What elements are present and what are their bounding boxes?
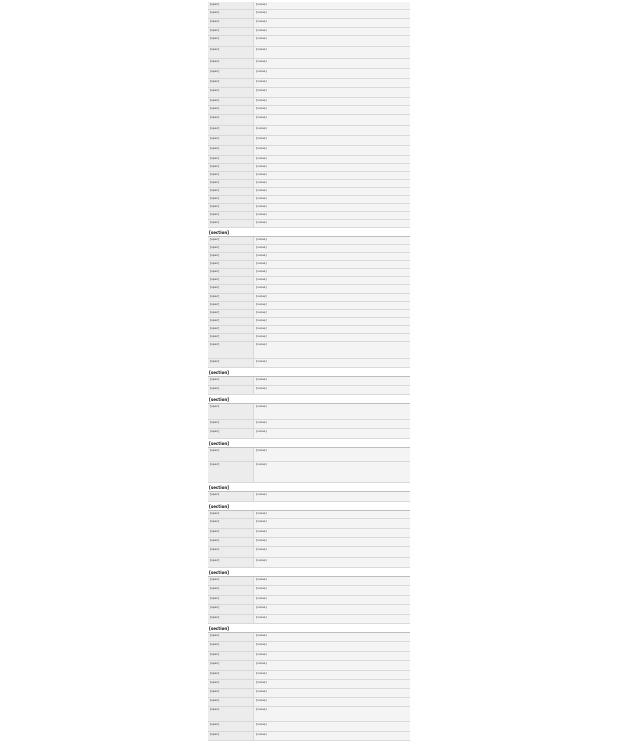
spec-row — [208, 261, 410, 269]
spec-label: [spec] — [208, 59, 254, 68]
spec-value: [value] — [256, 277, 267, 281]
spec-row — [208, 136, 410, 146]
spec-row — [208, 196, 410, 204]
spec-value: [value] — [256, 285, 267, 289]
spec-row — [208, 146, 410, 156]
spec-value: [value] — [256, 689, 267, 693]
spec-label: [spec] — [208, 420, 254, 428]
spec-label: [spec] — [208, 633, 254, 641]
section-header: [section] — [208, 502, 410, 511]
spec-label: [spec] — [208, 586, 254, 595]
spec-row — [208, 586, 410, 596]
spec-row — [208, 318, 410, 326]
spec-row — [208, 326, 410, 334]
spec-value: [value] — [256, 245, 267, 249]
spec-value: [value] — [256, 269, 267, 273]
spec-value: [value] — [256, 420, 267, 424]
spec-label: [spec] — [208, 529, 254, 537]
spec-row — [208, 511, 410, 519]
spec-value: [value] — [256, 79, 267, 83]
spec-label: [spec] — [208, 326, 254, 333]
spec-value: [value] — [256, 47, 267, 51]
spec-label: [spec] — [208, 277, 254, 284]
spec-row — [208, 596, 410, 605]
spec-row — [208, 164, 410, 172]
spec-row — [208, 285, 410, 294]
spec-value: [value] — [256, 661, 267, 665]
spec-label: [spec] — [208, 661, 254, 670]
spec-value: [value] — [256, 404, 267, 408]
spec-sheet — [208, 2, 410, 741]
spec-row — [208, 698, 410, 707]
spec-label: [spec] — [208, 79, 254, 87]
spec-value: [value] — [256, 10, 267, 14]
spec-label: [spec] — [208, 196, 254, 203]
spec-value: [value] — [256, 671, 267, 675]
spec-value: [value] — [256, 98, 267, 102]
spec-row — [208, 689, 410, 698]
spec-row — [208, 538, 410, 547]
spec-label: [spec] — [208, 342, 254, 358]
spec-row — [208, 707, 410, 722]
spec-label: [spec] — [208, 642, 254, 651]
spec-label: [spec] — [208, 237, 254, 244]
spec-label: [spec] — [208, 212, 254, 219]
spec-value: [value] — [256, 59, 267, 63]
spec-value: [value] — [256, 36, 267, 40]
spec-row — [208, 661, 410, 671]
spec-value: [value] — [256, 302, 267, 306]
spec-value: [value] — [256, 511, 267, 515]
spec-label: [spec] — [208, 28, 254, 35]
spec-row — [208, 212, 410, 220]
spec-row — [208, 605, 410, 615]
spec-row — [208, 204, 410, 212]
spec-value: [value] — [256, 196, 267, 200]
spec-label: [spec] — [208, 285, 254, 293]
spec-row — [208, 277, 410, 285]
spec-value: [value] — [256, 156, 267, 160]
spec-label: [spec] — [208, 558, 254, 567]
spec-row — [208, 342, 410, 359]
spec-row — [208, 126, 410, 136]
spec-label: [spec] — [208, 448, 254, 461]
section-header: [section] — [208, 483, 410, 492]
spec-value: [value] — [256, 106, 267, 110]
spec-row — [208, 10, 410, 19]
spec-row — [208, 180, 410, 188]
spec-value: [value] — [256, 126, 267, 130]
spec-label: [spec] — [208, 106, 254, 114]
spec-label: [spec] — [208, 204, 254, 211]
spec-label: [spec] — [208, 615, 254, 623]
spec-row — [208, 462, 410, 483]
spec-row — [208, 404, 410, 420]
spec-row — [208, 106, 410, 115]
spec-label: [spec] — [208, 519, 254, 528]
spec-label: [spec] — [208, 69, 254, 78]
spec-label: [spec] — [208, 156, 254, 163]
spec-row — [208, 36, 410, 47]
spec-value: [value] — [256, 707, 267, 711]
spec-value: [value] — [256, 115, 267, 119]
spec-label: [spec] — [208, 547, 254, 557]
spec-label: [spec] — [208, 334, 254, 341]
spec-row — [208, 59, 410, 69]
spec-label: [spec] — [208, 47, 254, 58]
spec-value: [value] — [256, 88, 267, 92]
spec-label: [spec] — [208, 164, 254, 171]
spec-label: [spec] — [208, 377, 254, 385]
spec-label: [spec] — [208, 511, 254, 518]
spec-value: [value] — [256, 294, 267, 298]
spec-value: [value] — [256, 69, 267, 73]
spec-value: [value] — [256, 596, 267, 600]
spec-row — [208, 47, 410, 59]
spec-label: [spec] — [208, 261, 254, 268]
spec-value: [value] — [256, 605, 267, 609]
spec-value: [value] — [256, 318, 267, 322]
spec-row — [208, 377, 410, 386]
spec-label: [spec] — [208, 318, 254, 325]
section-header: [section] — [208, 228, 410, 237]
spec-row — [208, 310, 410, 318]
spec-value: [value] — [256, 220, 267, 224]
section-header: [section] — [208, 395, 410, 404]
spec-row — [208, 386, 410, 395]
spec-value: [value] — [256, 529, 267, 533]
spec-label: [spec] — [208, 462, 254, 482]
spec-row — [208, 79, 410, 88]
spec-value: [value] — [256, 615, 267, 619]
spec-label: [spec] — [208, 136, 254, 145]
spec-row — [208, 172, 410, 180]
spec-label: [spec] — [208, 188, 254, 195]
spec-value: [value] — [256, 19, 267, 23]
spec-label: [spec] — [208, 310, 254, 317]
spec-label: [spec] — [208, 2, 254, 9]
spec-label: [spec] — [208, 386, 254, 394]
spec-row — [208, 429, 410, 439]
spec-value: [value] — [256, 359, 267, 363]
spec-row — [208, 492, 410, 502]
spec-value: [value] — [256, 212, 267, 216]
spec-label: [spec] — [208, 180, 254, 187]
spec-row — [208, 732, 410, 741]
spec-value: [value] — [256, 577, 267, 581]
spec-label: [spec] — [208, 680, 254, 688]
spec-value: [value] — [256, 547, 267, 551]
spec-value: [value] — [256, 188, 267, 192]
spec-label: [spec] — [208, 492, 254, 501]
section-header: [section] — [208, 624, 410, 633]
spec-label: [spec] — [208, 126, 254, 135]
spec-label: [spec] — [208, 359, 254, 367]
spec-label: [spec] — [208, 220, 254, 227]
spec-row — [208, 359, 410, 368]
spec-value: [value] — [256, 326, 267, 330]
spec-label: [spec] — [208, 146, 254, 155]
spec-label: [spec] — [208, 88, 254, 97]
spec-row — [208, 245, 410, 253]
spec-value: [value] — [256, 722, 267, 726]
spec-value: [value] — [256, 334, 267, 338]
spec-value: [value] — [256, 448, 267, 452]
spec-value: [value] — [256, 732, 267, 736]
spec-row — [208, 529, 410, 538]
spec-row — [208, 577, 410, 586]
spec-label: [spec] — [208, 707, 254, 721]
spec-value: [value] — [256, 136, 267, 140]
spec-value: [value] — [256, 237, 267, 241]
spec-label: [spec] — [208, 732, 254, 740]
spec-label: [spec] — [208, 605, 254, 614]
spec-label: [spec] — [208, 698, 254, 706]
spec-label: [spec] — [208, 98, 254, 105]
spec-row — [208, 28, 410, 36]
spec-row — [208, 2, 410, 10]
spec-label: [spec] — [208, 253, 254, 260]
spec-value: [value] — [256, 164, 267, 168]
spec-row — [208, 680, 410, 689]
spec-label: [spec] — [208, 294, 254, 301]
spec-row — [208, 156, 410, 164]
section-header: [section] — [208, 439, 410, 448]
spec-label: [spec] — [208, 115, 254, 125]
spec-label: [spec] — [208, 722, 254, 731]
spec-label: [spec] — [208, 19, 254, 27]
spec-label: [spec] — [208, 172, 254, 179]
spec-row — [208, 69, 410, 79]
spec-row — [208, 334, 410, 342]
section-header: [section] — [208, 568, 410, 577]
spec-row — [208, 88, 410, 98]
spec-value: [value] — [256, 28, 267, 32]
spec-label: [spec] — [208, 538, 254, 546]
spec-value: [value] — [256, 558, 267, 562]
spec-row — [208, 642, 410, 652]
spec-value: [value] — [256, 204, 267, 208]
spec-row — [208, 519, 410, 529]
spec-row — [208, 115, 410, 126]
spec-label: [spec] — [208, 652, 254, 660]
spec-row — [208, 633, 410, 642]
spec-value: [value] — [256, 2, 267, 6]
spec-value: [value] — [256, 180, 267, 184]
spec-value: [value] — [256, 652, 267, 656]
spec-row — [208, 294, 410, 302]
spec-label: [spec] — [208, 689, 254, 697]
spec-label: [spec] — [208, 429, 254, 438]
spec-label: [spec] — [208, 671, 254, 679]
spec-label: [spec] — [208, 10, 254, 18]
spec-row — [208, 98, 410, 106]
spec-value: [value] — [256, 146, 267, 150]
spec-value: [value] — [256, 680, 267, 684]
spec-label: [spec] — [208, 36, 254, 46]
spec-value: [value] — [256, 492, 267, 496]
spec-row — [208, 448, 410, 462]
section-header: [section] — [208, 368, 410, 377]
spec-row — [208, 420, 410, 429]
spec-row — [208, 220, 410, 228]
spec-value: [value] — [256, 377, 267, 381]
spec-row — [208, 671, 410, 680]
spec-row — [208, 237, 410, 245]
spec-value: [value] — [256, 633, 267, 637]
spec-row — [208, 558, 410, 568]
spec-value: [value] — [256, 386, 267, 390]
spec-value: [value] — [256, 429, 267, 433]
spec-value: [value] — [256, 342, 267, 346]
spec-value: [value] — [256, 261, 267, 265]
spec-value: [value] — [256, 253, 267, 257]
spec-value: [value] — [256, 462, 267, 466]
spec-label: [spec] — [208, 269, 254, 276]
spec-row — [208, 269, 410, 277]
spec-row — [208, 722, 410, 732]
spec-label: [spec] — [208, 404, 254, 419]
spec-value: [value] — [256, 586, 267, 590]
spec-value: [value] — [256, 642, 267, 646]
spec-value: [value] — [256, 538, 267, 542]
spec-value: [value] — [256, 172, 267, 176]
spec-label: [spec] — [208, 245, 254, 252]
spec-row — [208, 188, 410, 196]
spec-label: [spec] — [208, 302, 254, 309]
spec-row — [208, 547, 410, 558]
spec-row — [208, 652, 410, 661]
spec-value: [value] — [256, 519, 267, 523]
spec-value: [value] — [256, 310, 267, 314]
spec-label: [spec] — [208, 596, 254, 604]
spec-row — [208, 253, 410, 261]
spec-label: [spec] — [208, 577, 254, 585]
spec-row — [208, 19, 410, 28]
spec-value: [value] — [256, 698, 267, 702]
spec-row — [208, 302, 410, 310]
